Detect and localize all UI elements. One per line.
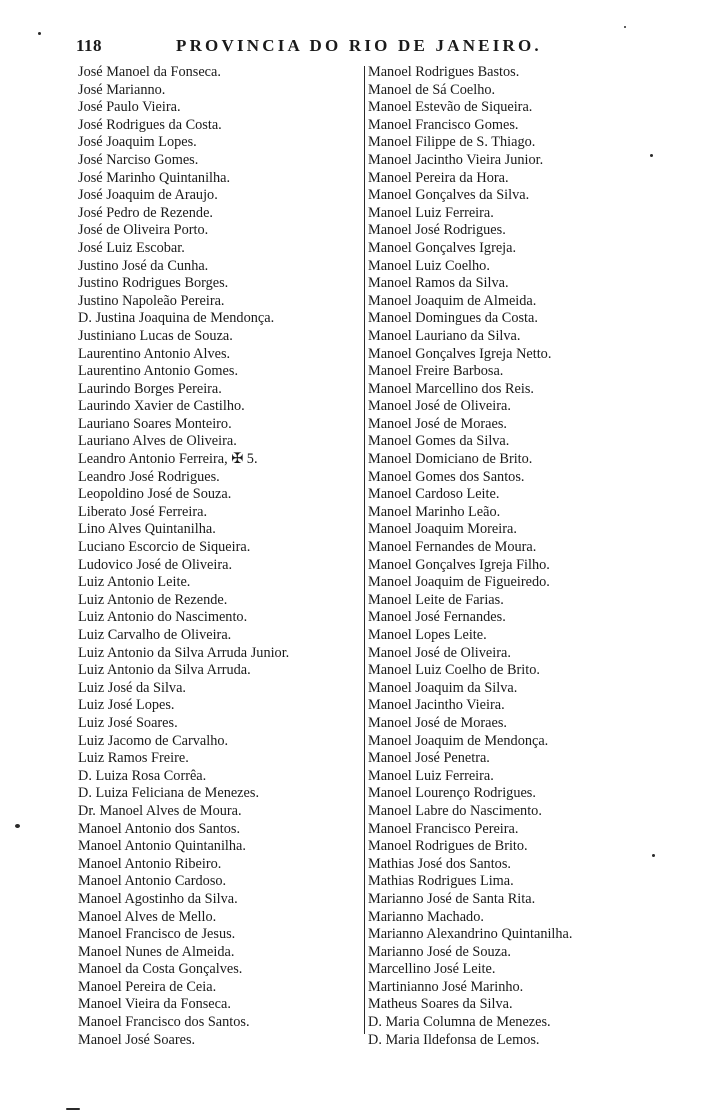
name-entry: Marianno José de Santa Rita. <box>368 890 536 907</box>
name-entry: Liberato José Ferreira. <box>78 503 208 520</box>
name-entry: Manoel Jacintho Vieira Junior. <box>368 151 544 168</box>
name-entry: Manoel Antonio Ribeiro. <box>78 855 222 872</box>
name-entry: Lino Alves Quintanilha. <box>78 521 216 538</box>
name-entry: Manoel Fernandes de Moura. <box>368 539 537 556</box>
name-entry: Manoel Francisco Gomes. <box>368 116 519 133</box>
name-entry: José Marinho Quintanilha. <box>78 169 231 186</box>
name-entry: Manoel Joaquim de Figueiredo. <box>368 574 550 591</box>
name-entry: Marianno José de Souza. <box>368 943 511 960</box>
name-entry: Manoel Joaquim de Mendonça. <box>368 732 549 749</box>
name-entry: D. Luiza Rosa Corrêa. <box>78 767 207 784</box>
name-entry: Lauriano Alves de Oliveira. <box>78 433 237 450</box>
name-entry: Manoel Gonçalves Igreja Filho. <box>368 556 550 573</box>
name-entry: Mathias José dos Santos. <box>368 855 511 872</box>
name-entry: Luiz Antonio da Silva Arruda. <box>78 662 251 679</box>
ink-speck <box>652 854 655 857</box>
name-entry: Manoel Luiz Ferreira. <box>368 204 494 221</box>
name-entry: Laurindo Borges Pereira. <box>78 380 222 397</box>
name-entry: Manoel Freire Barbosa. <box>368 363 504 380</box>
ink-speck <box>15 824 20 828</box>
name-entry: Justiniano Lucas de Souza. <box>78 327 233 344</box>
name-entry: José Joaquim de Araujo. <box>78 187 218 204</box>
name-entry: Leopoldino José de Souza. <box>78 486 232 503</box>
name-entry: Manoel de Sá Coelho. <box>368 81 496 98</box>
name-entry: D. Luiza Feliciana de Menezes. <box>78 785 260 802</box>
name-entry: Manoel Joaquim Moreira. <box>368 521 517 538</box>
name-entry: Manoel Domingues da Costa. <box>368 310 538 327</box>
name-entry: Manoel Agostinho da Silva. <box>78 890 238 907</box>
name-entry: Manoel Domiciano de Brito. <box>368 451 533 468</box>
name-entry: Luiz Antonio do Nascimento. <box>78 609 248 626</box>
name-entry: Manoel Filippe de S. Thiago. <box>368 134 536 151</box>
ink-speck <box>650 154 653 157</box>
name-entry: Manoel da Costa Gonçalves. <box>78 961 243 978</box>
ink-speck <box>624 26 626 28</box>
name-entry: Luiz José Soares. <box>78 714 178 731</box>
name-list-right-column <box>368 64 638 1049</box>
name-entry: D. Maria Columna de Menezes. <box>368 1014 551 1031</box>
name-entry: Manoel Marinho Leão. <box>368 503 501 520</box>
name-entry: José Joaquim Lopes. <box>78 134 197 151</box>
name-entry: Manoel Antonio Quintanilha. <box>78 838 246 855</box>
name-entry: Laurentino Antonio Alves. <box>78 345 231 362</box>
name-entry: Manoel Leite de Farias. <box>368 591 504 608</box>
name-entry: Manoel José Rodrigues. <box>368 222 506 239</box>
name-entry: Manoel Pereira da Hora. <box>368 169 509 186</box>
name-entry: José Paulo Vieira. <box>78 99 181 116</box>
name-entry: José Narciso Gomes. <box>78 151 199 168</box>
name-entry: Lauriano Soares Monteiro. <box>78 415 232 432</box>
name-entry: Manoel Lauriano da Silva. <box>368 327 521 344</box>
name-entry: José Marianno. <box>78 81 166 98</box>
name-entry: Manoel José Fernandes. <box>368 609 506 626</box>
name-entry: Luiz José Lopes. <box>78 697 175 714</box>
name-entry: Manoel José Soares. <box>78 1031 196 1048</box>
ink-mark <box>66 1108 80 1110</box>
name-entry: José Pedro de Rezende. <box>78 204 213 221</box>
ink-speck <box>38 32 41 35</box>
name-entry: Manoel Luiz Ferreira. <box>368 767 494 784</box>
name-entry: Manoel Labre do Nascimento. <box>368 802 542 819</box>
name-entry: Manoel Lourenço Rodrigues. <box>368 785 536 802</box>
name-entry: Manoel Antonio dos Santos. <box>78 820 241 837</box>
name-entry: Marcellino José Leite. <box>368 961 496 978</box>
name-entry: Manoel Cardoso Leite. <box>368 486 500 503</box>
page-number: 118 <box>76 36 103 55</box>
name-entry: Laurindo Xavier de Castilho. <box>78 398 245 415</box>
name-entry: D. Maria Ildefonsa de Lemos. <box>368 1031 540 1048</box>
name-entry: Manoel José de Moraes. <box>368 415 507 432</box>
name-entry: Luiz Antonio da Silva Arruda Junior. <box>78 644 290 661</box>
name-entry: Manoel Francisco de Jesus. <box>78 926 236 943</box>
name-entry: Manoel Gonçalves da Silva. <box>368 187 530 204</box>
name-entry: Manoel Rodrigues Bastos. <box>368 64 520 80</box>
name-entry: Manoel Rodrigues de Brito. <box>368 838 528 855</box>
name-entry: Luiz Antonio de Rezende. <box>78 591 228 608</box>
name-entry: Manoel Joaquim de Almeida. <box>368 292 537 309</box>
name-entry: Manoel Gonçalves Igreja Netto. <box>368 345 552 362</box>
column-divider <box>364 66 365 1034</box>
name-entry: Manoel Ramos da Silva. <box>368 275 509 292</box>
name-entry: Leandro Antonio Ferreira, ✠ 5. <box>78 451 258 468</box>
name-entry: Manoel Francisco dos Santos. <box>78 1014 250 1031</box>
name-entry: Mathias Rodrigues Lima. <box>368 873 514 890</box>
name-entry: José Luiz Escobar. <box>78 239 185 256</box>
name-entry: Manoel Lopes Leite. <box>368 627 487 643</box>
name-entry: Luiz José da Silva. <box>78 679 187 696</box>
name-entry: Manoel Luiz Coelho de Brito. <box>368 662 540 679</box>
name-entry: Manoel José de Oliveira. <box>368 644 511 661</box>
name-entry: Justino José da Cunha. <box>78 257 209 274</box>
name-entry: Manoel Gonçalves Igreja. <box>368 239 517 256</box>
name-entry: Matheus Soares da Silva. <box>368 996 513 1013</box>
name-entry: Luiz Carvalho de Oliveira. <box>78 627 232 643</box>
name-entry: Manoel Antonio Cardoso. <box>78 873 227 890</box>
name-entry: Martinianno José Marinho. <box>368 978 524 995</box>
name-entry: Manoel Francisco Pereira. <box>368 820 519 837</box>
name-entry: Manoel Gomes da Silva. <box>368 433 510 450</box>
name-entry: Marianno Alexandrino Quintanilha. <box>368 926 573 943</box>
name-entry: Marianno Machado. <box>368 908 484 925</box>
name-entry: Justino Napoleão Pereira. <box>78 292 225 309</box>
name-entry: Manoel Estevão de Siqueira. <box>368 99 533 116</box>
name-entry: Leandro José Rodrigues. <box>78 468 220 485</box>
name-entry: Manoel José Penetra. <box>368 750 490 767</box>
name-entry: Ludovico José de Oliveira. <box>78 556 233 573</box>
name-entry: Dr. Manoel Alves de Moura. <box>78 802 242 819</box>
name-entry: Manoel Jacintho Vieira. <box>368 697 505 714</box>
name-entry: Manoel Luiz Coelho. <box>368 257 490 274</box>
name-entry: Manoel Pereira de Ceia. <box>78 978 217 995</box>
name-entry: Justino Rodrigues Borges. <box>78 275 229 292</box>
name-entry: Manoel Marcellino dos Reis. <box>368 380 534 397</box>
name-entry: Laurentino Antonio Gomes. <box>78 363 239 380</box>
name-entry: Manoel Nunes de Almeida. <box>78 943 235 960</box>
name-list-left-column <box>78 64 360 1049</box>
name-entry: Luiz Antonio Leite. <box>78 574 191 591</box>
name-entry: Luiz Jacomo de Carvalho. <box>78 732 229 749</box>
name-entry: Manoel José de Moraes. <box>368 714 507 731</box>
name-entry: Manoel Gomes dos Santos. <box>368 468 525 485</box>
name-entry: D. Justina Joaquina de Mendonça. <box>78 310 275 327</box>
name-entry: José Manoel da Fonseca. <box>78 64 221 80</box>
name-entry: Manoel Joaquim da Silva. <box>368 679 518 696</box>
name-entry: Luciano Escorcio de Siqueira. <box>78 539 251 556</box>
name-entry: Manoel Vieira da Fonseca. <box>78 996 231 1013</box>
name-entry: José Rodrigues da Costa. <box>78 116 222 133</box>
name-entry: Manoel José de Oliveira. <box>368 398 511 415</box>
name-entry: José de Oliveira Porto. <box>78 222 209 239</box>
name-entry: Luiz Ramos Freire. <box>78 750 189 767</box>
name-entry: Manoel Alves de Mello. <box>78 908 217 925</box>
running-title: PROVINCIA DO RIO DE JANEIRO. <box>176 36 542 55</box>
